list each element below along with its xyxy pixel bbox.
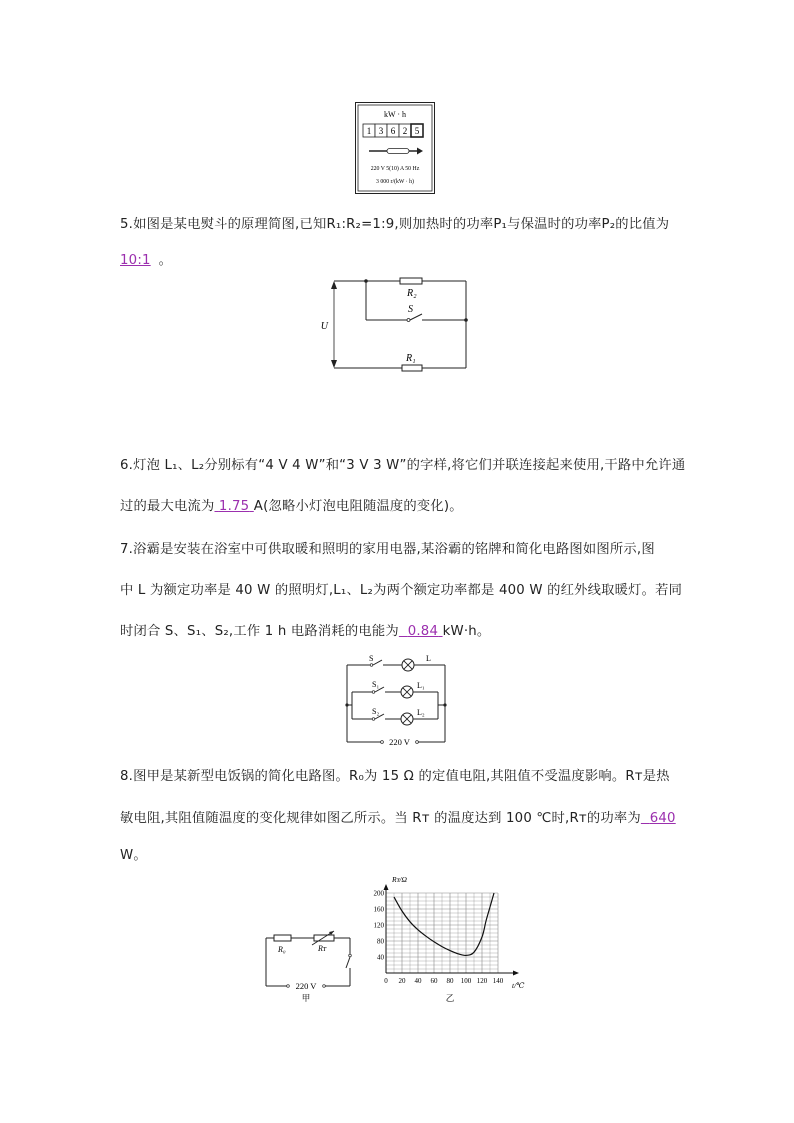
q5-circuit-diagram — [322, 270, 474, 374]
q6-text-post: A(忽略小灯泡电阻随温度的变化)。 — [253, 499, 463, 514]
q5-label-u: U — [320, 321, 328, 332]
q8-stem-line1 — [120, 765, 670, 784]
y-axis-arrow-icon — [384, 884, 389, 890]
q7-answer: 0.84 — [407, 624, 439, 639]
q6-text-line1: 6.灯泡 L₁、L₂分别标有“4 V 4 W”和“3 V 3 W”的字样,将它们并联连接起来使用,干路中允许通 — [120, 458, 686, 473]
x-tick-label: 40 — [414, 977, 422, 985]
y-tick-label: 160 — [373, 905, 384, 914]
chart-series-line — [394, 893, 494, 955]
meter-digit-row — [363, 124, 423, 137]
q5-label-s: S — [408, 304, 413, 315]
q5-end: 。 — [158, 253, 173, 268]
x-tick-label: 60 — [430, 977, 438, 985]
electric-meter-figure — [355, 102, 435, 194]
q8-terminal-left — [287, 985, 290, 988]
chart-axes — [384, 884, 520, 976]
q5-resistor-r2 — [400, 278, 422, 284]
meter-disk-arrow-icon — [369, 148, 423, 155]
x-axis-arrow-icon — [513, 971, 519, 976]
q6-answer-line — [120, 495, 463, 514]
meter-unit-label: kW · h — [383, 110, 407, 119]
q5-text: 5.如图是某电熨斗的原理简图,已知R₁:R₂=1:9,则加热时的功率P₁与保温时的功率P₂的比值为 — [120, 217, 670, 232]
q7-text-line2: 中 L 为额定功率是 40 W 的照明灯,L₁、L₂为两个额定功率都是 400 W 的红外线取暖灯。若同 — [120, 583, 683, 598]
chart-grid — [386, 893, 498, 973]
thermistor-icon — [312, 931, 334, 945]
q8-caption-a: 甲 — [301, 993, 311, 1003]
lamp-icon-l — [402, 659, 414, 671]
q7-stem-line2 — [120, 579, 682, 598]
q6-answer: 1.75 — [218, 499, 250, 514]
meter-spec-voltage: 220 V 5(10) A 50 Hz — [370, 166, 420, 172]
q8-answer-line — [120, 807, 676, 826]
q6-text-pre: 过的最大电流为 — [120, 499, 215, 514]
q5-label-r1: R₁ — [406, 353, 416, 364]
q7-label-l2: L₂ — [417, 708, 425, 717]
q8-label-r0: R₀ — [278, 945, 286, 954]
q8-label-rt: Rᴛ — [318, 944, 326, 953]
q5-voltage-arrow-icon — [331, 281, 337, 368]
q8-text-line1: 8.图甲是某新型电饭锅的简化电路图。R₀为 15 Ω 的定值电阻,其阻值不受温度影响。Rᴛ是热 — [120, 769, 670, 784]
meter-digit: 2 — [402, 126, 408, 136]
x-tick-label: 80 — [446, 977, 454, 985]
q8-resistor-r0 — [274, 935, 291, 941]
q7-answer-line — [120, 620, 490, 639]
q8-circuit-diagram-a — [262, 928, 362, 1010]
meter-spec-revolutions: 3 000 r/(kW · h) — [376, 179, 414, 185]
q5-label-r2: R₂ — [407, 288, 417, 299]
q7-label-l1: L₁ — [417, 681, 425, 690]
x-tick-label: 100 — [460, 977, 472, 985]
q5-answer: 10:1 — [120, 253, 151, 268]
q7-label-s2: S₂ — [372, 707, 380, 716]
q5-resistor-r1 — [402, 365, 422, 371]
q8-answer: 640 — [649, 811, 676, 826]
q7-label-s1: S₁ — [372, 680, 380, 689]
meter-digit: 5 — [414, 126, 420, 136]
meter-digit: 3 — [378, 126, 384, 136]
rt-temperature-chart — [362, 870, 532, 1005]
chart-caption: 乙 — [445, 993, 455, 1003]
q5-answer-line — [120, 249, 172, 268]
q7-stem-line1 — [120, 538, 655, 557]
q7-circuit-diagram — [342, 650, 452, 750]
q7-text-line1: 7.浴霸是安装在浴室中可供取暖和照明的家用电器,某浴霸的铭牌和简化电路图如图所示,图 — [120, 542, 655, 557]
q8-terminal-right — [323, 985, 326, 988]
x-tick-label: 140 — [492, 977, 504, 985]
x-tick-label: 20 — [398, 977, 406, 985]
y-tick-label: 120 — [373, 921, 384, 930]
q6-stem — [120, 454, 685, 473]
q8-text-unit: W。 — [120, 848, 147, 863]
q7-text-pre: 时闭合 S、S₁、S₂,工作 1 h 电路消耗的电能为 — [120, 624, 399, 639]
q5-stem — [120, 213, 669, 232]
y-tick-label: 200 — [373, 889, 384, 898]
q7-label-s: S — [369, 654, 374, 663]
lamp-icon-l2 — [401, 713, 413, 725]
q7-text-post: kW·h。 — [442, 624, 491, 639]
x-tick-label: 0 — [384, 977, 388, 985]
q8-unit-line — [120, 844, 147, 863]
q8-text-pre: 敏电阻,其阻值随温度的变化规律如图乙所示。当 Rᴛ 的温度达到 100 ℃时,Rᴛ的功率为 — [120, 811, 641, 826]
q7-label-voltage: 220 V — [389, 737, 410, 747]
q7-label-l: L — [426, 654, 431, 663]
x-tick-label: 120 — [476, 977, 488, 985]
chart-ylabel: Rᴛ/Ω — [392, 875, 407, 884]
meter-digit: 1 — [366, 126, 372, 136]
q7-terminal-left — [381, 741, 384, 744]
q8-label-voltage: 220 V — [295, 981, 317, 991]
chart-tick-labels — [374, 890, 504, 986]
chart-xlabel: t/℃ — [512, 981, 525, 990]
lamp-icon-l1 — [401, 686, 413, 698]
meter-digit: 6 — [390, 126, 396, 136]
y-tick-label: 40 — [377, 953, 384, 962]
q7-terminal-right — [416, 741, 419, 744]
y-tick-label: 80 — [377, 937, 384, 946]
